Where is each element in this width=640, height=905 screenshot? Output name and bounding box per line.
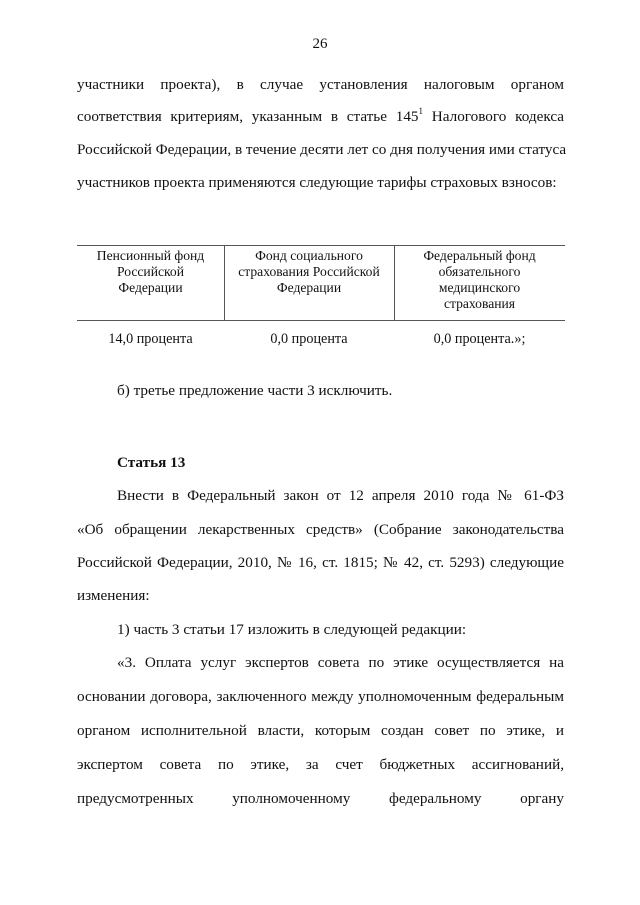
table-value-pension: 14,0 процента xyxy=(108,331,193,347)
intro-line-1: участники проекта), в случае установления налоговым органом xyxy=(77,76,564,93)
table-header-pension xyxy=(77,248,224,296)
article-line-3: Российской Федерации, 2010, № 16, ст. 1815; № 42, ст. 5293) следующие xyxy=(77,554,564,571)
table-header-medical xyxy=(394,248,565,312)
header-line: Российской xyxy=(117,264,184,279)
table-value-social: 0,0 процента xyxy=(270,331,348,347)
rates-table xyxy=(77,245,565,321)
intro-line-2-text: соответствия критериям, указанным в статье 145 xyxy=(77,108,419,125)
article-line-1: Внести в Федеральный закон от 12 апреля 2010 года № 61-ФЗ xyxy=(117,487,564,504)
table-header-social xyxy=(224,248,394,296)
quote-line-1: «3. Оплата услуг экспертов совета по этике осуществляется на xyxy=(117,654,564,671)
header-line: Федерации xyxy=(118,280,183,295)
article-heading: Статья 13 xyxy=(117,454,186,471)
item-1: 1) часть 3 статьи 17 изложить в следующей редакции: xyxy=(117,621,467,638)
quote-line-5: предусмотренных уполномоченному федеральному органу xyxy=(77,790,564,807)
superscript: 1 xyxy=(418,106,424,116)
header-line: Фонд социального xyxy=(255,248,363,263)
intro-line-3: Российской Федерации, в течение десяти лет со дня получения ими статуса xyxy=(77,141,567,158)
quote-line-3: органом исполнительной власти, которым создан совет по этике, и xyxy=(77,722,564,739)
header-line: Федеральный фонд xyxy=(423,248,536,263)
quote-line-2: основании договора, заключенного между уполномоченным федеральным xyxy=(77,688,564,705)
header-line: медицинского xyxy=(438,280,521,295)
intro-line-2-tail: Налогового кодекса xyxy=(423,108,564,125)
header-line: Пенсионный фонд xyxy=(96,248,205,263)
header-line: страхования Российской xyxy=(238,264,380,279)
article-line-2: «Об обращении лекарственных средств» (Собрание законодательства xyxy=(77,521,564,538)
intro-line-4: участников проекта применяются следующие тарифы страховых взносов: xyxy=(77,174,557,191)
quote-line-4: экспертом совета по этике, за счет бюджетных ассигнований, xyxy=(77,756,564,773)
item-b: б) третье предложение части 3 исключить. xyxy=(117,382,393,399)
header-line: страхования xyxy=(443,296,516,311)
header-line: Федерации xyxy=(276,280,342,295)
header-line: обязательного xyxy=(438,264,521,279)
article-line-4: изменения: xyxy=(77,587,150,604)
page-number: 26 xyxy=(312,36,328,52)
intro-line-2 xyxy=(77,108,564,126)
table-value-medical: 0,0 процента.»; xyxy=(433,331,526,347)
